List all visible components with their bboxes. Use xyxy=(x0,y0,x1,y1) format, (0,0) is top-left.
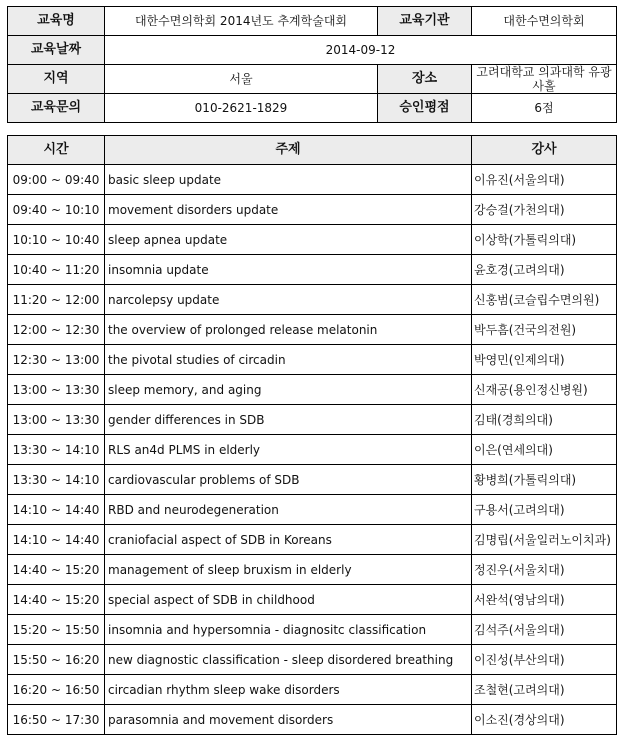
lecturer-cell: 황병희(가톨릭의대) xyxy=(472,465,617,495)
table-row xyxy=(8,645,617,675)
lecturer-cell: 신홍범(코슬립수면의원) xyxy=(472,285,617,315)
table-row xyxy=(8,285,617,315)
schedule-header-row xyxy=(8,136,617,165)
topic-cell: gender differences in SDB xyxy=(105,405,472,435)
contact-value: 010-2621-1829 xyxy=(105,94,378,123)
table-row xyxy=(8,495,617,525)
time-cell: 14:10 ~ 14:40 xyxy=(8,495,105,525)
topic-cell: narcolepsy update xyxy=(105,285,472,315)
lecturer-cell: 이진성(부산의대) xyxy=(472,645,617,675)
topic-cell: sleep apnea update xyxy=(105,225,472,255)
info-row-region xyxy=(8,65,617,94)
topic-cell: the pivotal studies of circadin xyxy=(105,345,472,375)
time-cell: 13:00 ~ 13:30 xyxy=(8,375,105,405)
time-cell: 13:00 ~ 13:30 xyxy=(8,405,105,435)
table-row xyxy=(8,165,617,195)
time-cell: 13:30 ~ 14:10 xyxy=(8,435,105,465)
lecturer-cell: 조철현(고려의대) xyxy=(472,675,617,705)
info-row-contact xyxy=(8,94,617,123)
contact-label: 교육문의 xyxy=(8,94,105,123)
table-row xyxy=(8,225,617,255)
lecturer-cell: 신재공(용인정신병원) xyxy=(472,375,617,405)
time-cell: 09:40 ~ 10:10 xyxy=(8,195,105,225)
topic-cell: insomnia and hypersomnia - diagnositc classification xyxy=(105,615,472,645)
course-date-label: 교육날짜 xyxy=(8,36,105,65)
table-row xyxy=(8,435,617,465)
time-cell: 14:40 ~ 15:20 xyxy=(8,585,105,615)
time-column-header: 시간 xyxy=(8,136,105,165)
lecturer-cell: 박영민(인제의대) xyxy=(472,345,617,375)
time-cell: 16:20 ~ 16:50 xyxy=(8,675,105,705)
time-cell: 09:00 ~ 09:40 xyxy=(8,165,105,195)
region-label: 지역 xyxy=(8,65,105,94)
table-row xyxy=(8,615,617,645)
schedule-table xyxy=(7,135,617,735)
topic-cell: circadian rhythm sleep wake disorders xyxy=(105,675,472,705)
topic-cell: special aspect of SDB in childhood xyxy=(105,585,472,615)
organizer-value: 대한수면의학회 xyxy=(472,7,617,36)
time-cell: 12:30 ~ 13:00 xyxy=(8,345,105,375)
lecturer-cell: 박두흠(건국의전원) xyxy=(472,315,617,345)
lecturer-cell: 강승걸(가천의대) xyxy=(472,195,617,225)
time-cell: 14:40 ~ 15:20 xyxy=(8,555,105,585)
table-row xyxy=(8,405,617,435)
time-cell: 15:20 ~ 15:50 xyxy=(8,615,105,645)
table-row xyxy=(8,375,617,405)
time-cell: 12:00 ~ 12:30 xyxy=(8,315,105,345)
lecturer-cell: 이유진(서울의대) xyxy=(472,165,617,195)
table-row xyxy=(8,195,617,225)
topic-cell: basic sleep update xyxy=(105,165,472,195)
topic-column-header: 주제 xyxy=(105,136,472,165)
table-row xyxy=(8,555,617,585)
topic-cell: RLS an4d PLMS in elderly xyxy=(105,435,472,465)
table-row xyxy=(8,525,617,555)
topic-cell: the overview of prolonged release melatonin xyxy=(105,315,472,345)
lecturer-cell: 김명립(서울일러노이치과) xyxy=(472,525,617,555)
lecturer-cell: 이은(연세의대) xyxy=(472,435,617,465)
organizer-label: 교육기관 xyxy=(378,7,472,36)
course-name-label: 교육명 xyxy=(8,7,105,36)
credit-value: 6점 xyxy=(472,94,617,123)
lecturer-column-header: 강사 xyxy=(472,136,617,165)
lecturer-cell: 윤호경(고려의대) xyxy=(472,255,617,285)
topic-cell: craniofacial aspect of SDB in Koreans xyxy=(105,525,472,555)
region-value: 서울 xyxy=(105,65,378,94)
lecturer-cell: 서완석(영남의대) xyxy=(472,585,617,615)
lecturer-cell: 이소진(경상의대) xyxy=(472,705,617,735)
course-name-value: 대한수면의학회 2014년도 추계학술대회 xyxy=(105,7,378,36)
topic-cell: new diagnostic classification - sleep disordered breathing xyxy=(105,645,472,675)
info-row-name xyxy=(8,7,617,36)
lecturer-cell: 구용서(고려의대) xyxy=(472,495,617,525)
table-row xyxy=(8,465,617,495)
lecturer-cell: 정진우(서울치대) xyxy=(472,555,617,585)
time-cell: 14:10 ~ 14:40 xyxy=(8,525,105,555)
topic-cell: sleep memory, and aging xyxy=(105,375,472,405)
topic-cell: parasomnia and movement disorders xyxy=(105,705,472,735)
place-value: 고려대학교 의과대학 유광사홀 xyxy=(472,65,617,94)
course-info-table xyxy=(7,6,617,123)
topic-cell: movement disorders update xyxy=(105,195,472,225)
topic-cell: management of sleep bruxism in elderly xyxy=(105,555,472,585)
table-row xyxy=(8,675,617,705)
time-cell: 10:40 ~ 11:20 xyxy=(8,255,105,285)
info-row-date xyxy=(8,36,617,65)
table-row xyxy=(8,255,617,285)
lecturer-cell: 김태(경희의대) xyxy=(472,405,617,435)
topic-cell: insomnia update xyxy=(105,255,472,285)
place-label: 장소 xyxy=(378,65,472,94)
time-cell: 15:50 ~ 16:20 xyxy=(8,645,105,675)
table-row xyxy=(8,315,617,345)
credit-label: 승인평점 xyxy=(378,94,472,123)
lecturer-cell: 이상학(가톨릭의대) xyxy=(472,225,617,255)
time-cell: 10:10 ~ 10:40 xyxy=(8,225,105,255)
time-cell: 16:50 ~ 17:30 xyxy=(8,705,105,735)
time-cell: 13:30 ~ 14:10 xyxy=(8,465,105,495)
topic-cell: cardiovascular problems of SDB xyxy=(105,465,472,495)
time-cell: 11:20 ~ 12:00 xyxy=(8,285,105,315)
topic-cell: RBD and neurodegeneration xyxy=(105,495,472,525)
course-date-value: 2014-09-12 xyxy=(105,36,617,65)
lecturer-cell: 김석주(서울의대) xyxy=(472,615,617,645)
table-row xyxy=(8,345,617,375)
table-row xyxy=(8,705,617,735)
table-row xyxy=(8,585,617,615)
